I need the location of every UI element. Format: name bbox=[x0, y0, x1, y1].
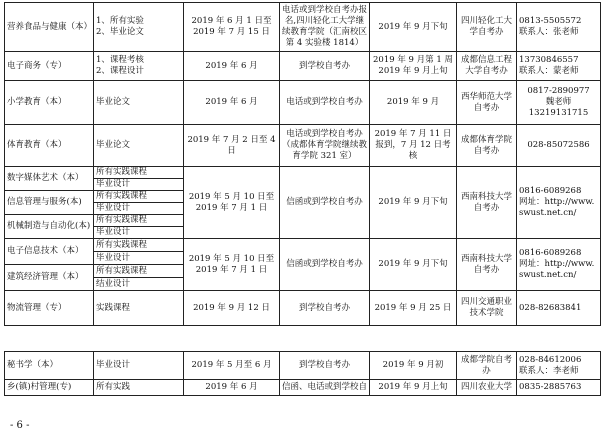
method-cell: 到学校自考办 bbox=[280, 291, 370, 326]
date-cell: 2019 年 5 月 10 日至 2019 年 7 月 1 日 bbox=[184, 239, 280, 291]
contact-cell: 0813-5505572 联系人：张老师 bbox=[517, 3, 601, 52]
method-cell: 到学校自考办 bbox=[280, 52, 370, 81]
method-cell: 电话或到学校自考办（成都体育学院继续教育学院 321 室） bbox=[280, 125, 370, 167]
defense-cell: 2019 年 9 月第 1 周 2019 年 9 月上旬 bbox=[370, 52, 457, 81]
defense-cell: 2019 年 9 月下旬 bbox=[370, 167, 457, 239]
contact-cell: 028-85072586 bbox=[517, 125, 601, 167]
items-cell: 毕业设计 bbox=[94, 203, 184, 215]
school-cell: 四川农业大学 bbox=[457, 380, 517, 396]
table-row bbox=[5, 291, 601, 326]
table-row bbox=[5, 352, 601, 380]
school-cell: 四川轻化工大学自考办 bbox=[457, 3, 517, 52]
defense-cell: 2019 年 9 月初 bbox=[370, 352, 457, 380]
exam-schedule-table bbox=[4, 2, 601, 326]
date-cell: 2019 年 5 月至 6 月 bbox=[184, 352, 280, 380]
contact-cell: 13730846557 联系人：蒙老师 bbox=[517, 52, 601, 81]
school-cell: 成都体育学院自考办 bbox=[457, 125, 517, 167]
major-cell: 秘书学（本） bbox=[5, 352, 94, 380]
method-cell: 信函、电话或到学校自 bbox=[280, 380, 370, 396]
items-cell: 所有实践 bbox=[94, 380, 184, 396]
exam-schedule-table-continued bbox=[4, 351, 601, 396]
items-cell: 1、课程考核 2、课程设计 bbox=[94, 52, 184, 81]
school-cell: 西南科技大学自考办 bbox=[457, 167, 517, 239]
major-cell: 乡(镇)村管理(专) bbox=[5, 380, 94, 396]
contact-cell: 0835-2885763 bbox=[517, 380, 601, 396]
contact-cell: 028-84612006 联系人：李老师 bbox=[517, 352, 601, 380]
major-cell: 电子信息技术（本） bbox=[5, 239, 94, 265]
major-cell: 小学教育（本） bbox=[5, 81, 94, 125]
defense-cell: 2019 年 9 月下旬 bbox=[370, 239, 457, 291]
method-cell: 信函或到学校自考办 bbox=[280, 167, 370, 239]
items-cell: 毕业论文 bbox=[94, 81, 184, 125]
date-cell: 2019 年 6 月 bbox=[184, 52, 280, 81]
school-cell: 成都信息工程大学自考办 bbox=[457, 52, 517, 81]
items-cell: 毕业设计 bbox=[94, 227, 184, 239]
major-cell: 信息管理与服务(本) bbox=[5, 191, 94, 215]
items-cell: 毕业设计 bbox=[94, 352, 184, 380]
page-number: - 6 - bbox=[10, 420, 30, 431]
date-cell: 2019 年 6 月 1 日至 2019 年 7 月 15 日 bbox=[184, 3, 280, 52]
table-row bbox=[5, 239, 601, 252]
items-cell: 1、所有实验 2、毕业论文 bbox=[94, 3, 184, 52]
major-cell: 机械制造与自动化(本) bbox=[5, 215, 94, 239]
table-row bbox=[5, 125, 601, 167]
defense-cell: 2019 年 9 月 25 日 bbox=[370, 291, 457, 326]
date-cell: 2019 年 5 月 10 日至 2019 年 7 月 1 日 bbox=[184, 167, 280, 239]
items-cell: 毕业设计 bbox=[94, 252, 184, 265]
method-cell: 信函或到学校自考办 bbox=[280, 239, 370, 291]
table-row bbox=[5, 52, 601, 81]
table-row bbox=[5, 3, 601, 52]
major-cell: 电子商务（专） bbox=[5, 52, 94, 81]
school-cell: 四川交通职业技术学院 bbox=[457, 291, 517, 326]
contact-cell: 0816-6089268 网址：http://www.swust.net.cn/ bbox=[517, 239, 601, 291]
table-row bbox=[5, 167, 601, 179]
date-cell: 2019 年 6 月 bbox=[184, 380, 280, 396]
school-cell: 西华师范大学自考办 bbox=[457, 81, 517, 125]
school-cell: 成都学院自考办 bbox=[457, 352, 517, 380]
defense-cell: 2019 年 9 月下旬 bbox=[370, 3, 457, 52]
items-cell: 所有实践课程 bbox=[94, 167, 184, 179]
contact-cell: 0816-6089268 网址：http://www.swust.net.cn/ bbox=[517, 167, 601, 239]
items-cell: 所有实践课程 bbox=[94, 265, 184, 278]
items-cell: 所有实践课程 bbox=[94, 239, 184, 252]
defense-cell: 2019 年 9 月上旬 bbox=[370, 380, 457, 396]
items-cell: 结业设计 bbox=[94, 278, 184, 291]
major-cell: 建筑经济管理（本） bbox=[5, 265, 94, 291]
method-cell: 电话或到学校自考办报名,四川轻化工大学继续教育学院（汇南校区第 4 实验楼 1814） bbox=[280, 3, 370, 52]
major-cell: 体育教育（本） bbox=[5, 125, 94, 167]
school-cell: 西南科技大学自考办 bbox=[457, 239, 517, 291]
date-cell: 2019 年 7 月 2 日至 4 日 bbox=[184, 125, 280, 167]
defense-cell: 2019 年 9 月 bbox=[370, 81, 457, 125]
items-cell: 所有实践课程 bbox=[94, 191, 184, 203]
table-row bbox=[5, 81, 601, 125]
major-cell: 数字媒体艺术（本） bbox=[5, 167, 94, 191]
method-cell: 电话或到学校自考办 bbox=[280, 81, 370, 125]
items-cell: 实践课程 bbox=[94, 291, 184, 326]
major-cell: 营养食品与健康（本） bbox=[5, 3, 94, 52]
table-row bbox=[5, 380, 601, 396]
defense-cell: 2019 年 7 月 11 日报到，7 月 12 日考核 bbox=[370, 125, 457, 167]
contact-cell: 0817-2890977 魏老师 13219131715 bbox=[517, 81, 601, 125]
items-cell: 毕业论文 bbox=[94, 125, 184, 167]
date-cell: 2019 年 9 月 12 日 bbox=[184, 291, 280, 326]
major-cell: 物流管理（专） bbox=[5, 291, 94, 326]
items-cell: 所有实践课程 bbox=[94, 215, 184, 227]
contact-cell: 028-82683841 bbox=[517, 291, 601, 326]
items-cell: 毕业设计 bbox=[94, 179, 184, 191]
method-cell: 到学校自考办 bbox=[280, 352, 370, 380]
date-cell: 2019 年 6 月 bbox=[184, 81, 280, 125]
